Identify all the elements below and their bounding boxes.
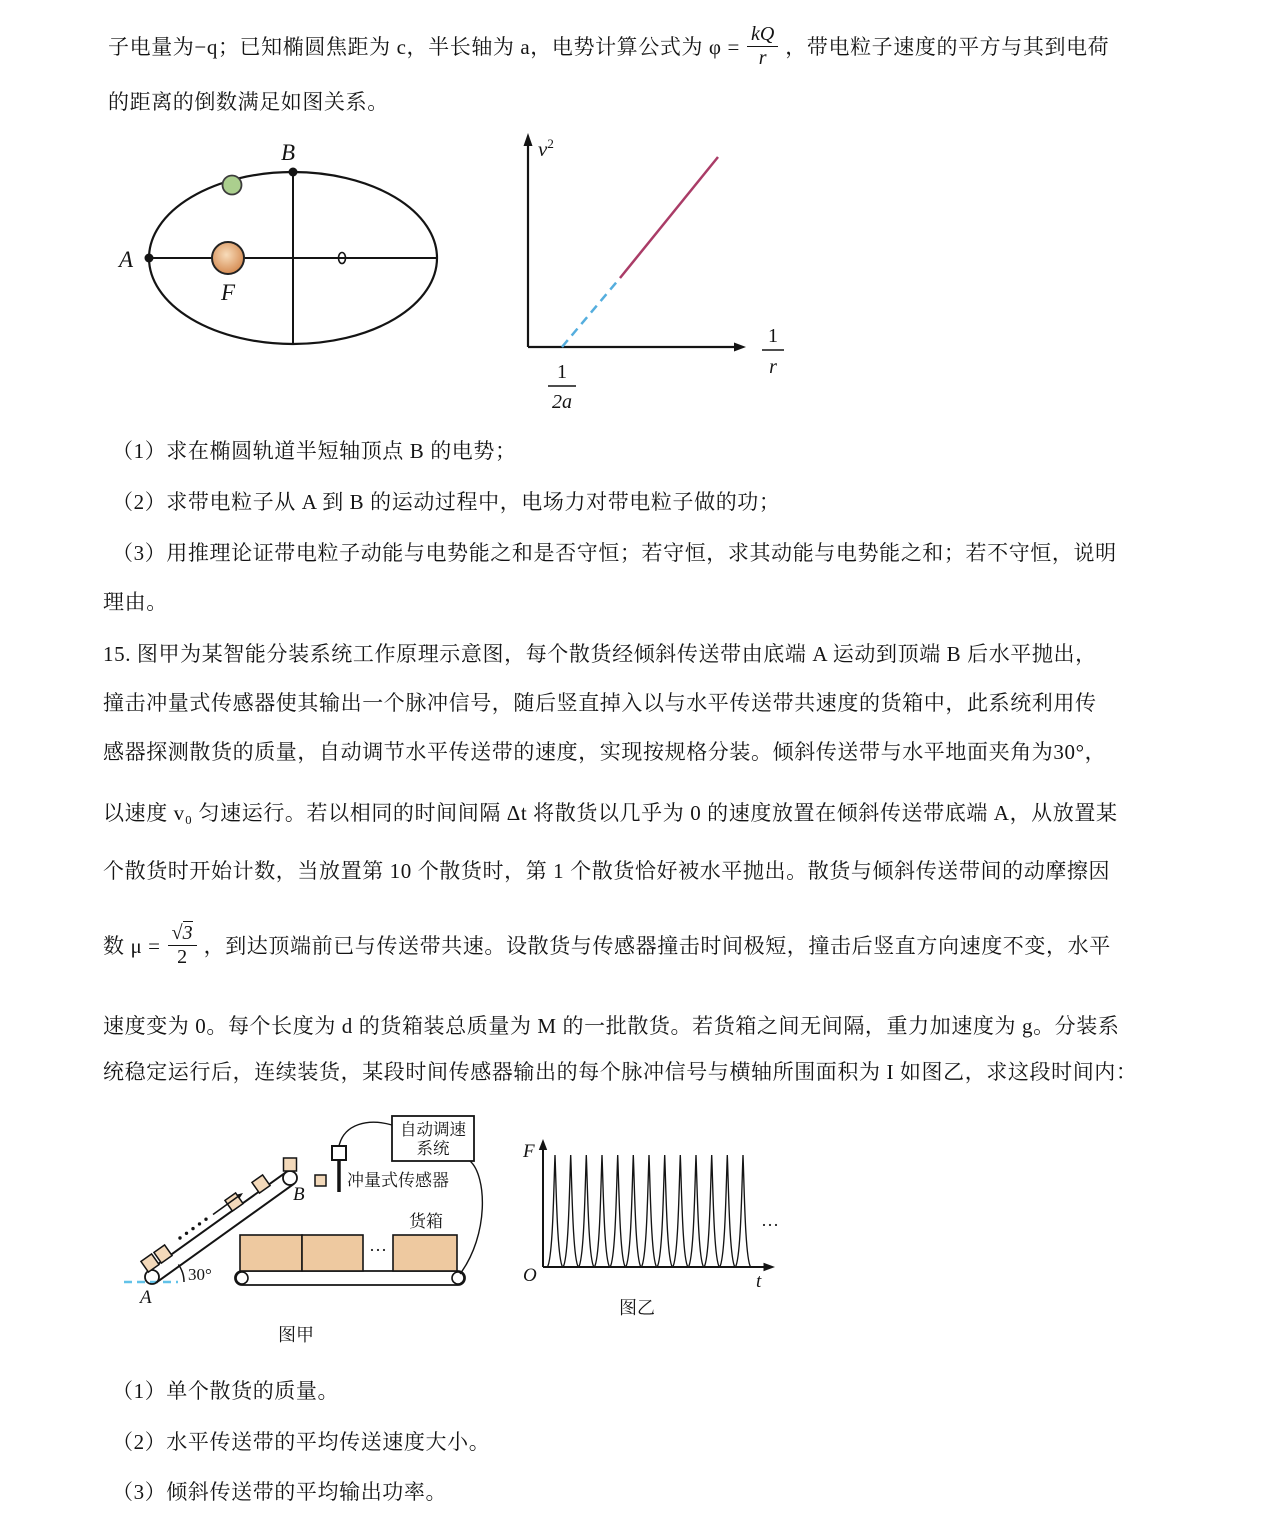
q15-line-2: 撞击冲量式传感器使其输出一个脉冲信号，随后竖直掉入以与水平传送带共速度的货箱中，此系统利用传	[103, 691, 1097, 715]
box-to-conveyor-wire	[460, 1161, 482, 1274]
q15-line-4: 以速度 v₀ 匀速运行。若以相同的时间间隔 Δt 将散货以几乎为 0 的速度放置在倾斜传送带底端 A，从放置某	[103, 801, 1118, 825]
q15-line-5: 个散货时开始计数，当放置第 10 个散货时，第 1 个散货恰好被水平抛出。散货与倾斜传送带间的动摩擦因	[103, 859, 1111, 883]
q15-line-8: 统稳定运行后，连续装货，某段时间传感器输出的每个脉冲信号与横轴所围面积为 I 如图乙，求这段时间内：	[103, 1060, 1138, 1084]
q15-line-3: 感器探测散货的质量，自动调节水平传送带的速度，实现按规格分装。倾斜传送带与水平地面夹角为30°，	[103, 740, 1107, 764]
figure-yi	[515, 1135, 785, 1320]
label-A: A	[119, 247, 134, 272]
pulse-spike	[563, 1155, 578, 1267]
phi-formula-fraction	[747, 23, 778, 69]
cargo-box	[393, 1235, 457, 1271]
pulse-spike	[626, 1155, 641, 1267]
label-A: A	[140, 1287, 152, 1308]
horizontal-conveyor-belt	[235, 1271, 465, 1285]
v2-graph	[480, 120, 815, 420]
figure-yi-caption: 图乙	[619, 1298, 655, 1318]
x-label-denominator: r	[769, 356, 777, 378]
y-axis-label: F	[523, 1141, 535, 1162]
speed-control-line-2: 系统	[416, 1139, 450, 1158]
dashed-extrapolation-segment	[562, 278, 620, 347]
point-A-dot	[145, 254, 154, 263]
figure-jia	[110, 1110, 500, 1350]
q15-line-1: 15. 图甲为某智能分装系统工作原理示意图，每个散货经倾斜传送带由底端 A 运动到顶端 B 后水平抛出，	[103, 642, 1097, 666]
label-B: B	[293, 1184, 305, 1205]
pulse-spike	[579, 1155, 594, 1267]
intercept-denominator: 2a	[552, 391, 572, 413]
fraction-numerator: √3	[168, 922, 197, 945]
conveyor-left-pulley	[236, 1272, 248, 1284]
x-axis-label: t	[756, 1271, 762, 1292]
q15-line-7: 速度变为 0。每个长度为 d 的货箱装总质量为 M 的一批散货。若货箱之间无间隔，重力加速度为 g。分装系	[103, 1014, 1120, 1038]
q15-line-6-post: ，到达顶端前已与传送带共速。设散货与传感器撞击时间极短，撞击后竖直方向速度不变，水平	[203, 934, 1111, 958]
figure-jia-caption: 图甲	[278, 1325, 314, 1345]
intro-line-1-pre: 子电量为−q；已知椭圆焦距为 c，半长轴为 a，电势计算公式为 φ =	[108, 35, 740, 59]
q15-item-2: （2）水平传送带的平均传送速度大小。	[112, 1430, 491, 1454]
solid-data-segment	[620, 157, 718, 278]
cargo-gap-dots: ···	[369, 1240, 387, 1260]
origin-label: O	[523, 1265, 537, 1286]
mu-fraction	[168, 922, 197, 968]
fraction-numerator: kQ	[747, 23, 778, 46]
x-axis-arrow	[764, 1263, 776, 1271]
q15-line-6	[103, 910, 1111, 980]
angle-arc	[178, 1265, 184, 1283]
q14-item-2: （2）求带电粒子从 A 到 B 的运动过程中，电场力对带电粒子做的功；	[112, 490, 781, 514]
ellipse-orbit-figure	[95, 130, 490, 365]
fraction-denominator: 2	[177, 945, 188, 968]
sensor-head	[332, 1146, 346, 1160]
q15-item-1: （1）单个散货的质量。	[112, 1379, 340, 1403]
package-square	[252, 1175, 270, 1193]
intro-line-1-post: ，带电粒子速度的平方与其到电荷	[785, 35, 1110, 59]
x-axis-arrow	[734, 343, 746, 352]
incline-top-pulley	[283, 1171, 297, 1185]
q14-item-3-cont: 理由。	[103, 590, 168, 614]
q15-item-3: （3）倾斜传送带的平均输出功率。	[112, 1480, 448, 1504]
q14-item-3: （3）用推理论证带电粒子动能与电势能之和是否守恒；若守恒，求其动能与电势能之和；若不守恒，说明	[112, 541, 1117, 565]
y-axis-arrow	[539, 1139, 547, 1150]
angle-label: 30°	[188, 1265, 212, 1284]
label-B: B	[281, 140, 296, 165]
package-square-at-top	[284, 1158, 297, 1171]
pulse-spike	[610, 1155, 625, 1267]
pulse-spike	[547, 1155, 562, 1267]
point-B-dot	[289, 168, 298, 177]
intercept-numerator: 1	[557, 361, 567, 383]
pulse-spike	[688, 1155, 703, 1267]
pulse-train	[547, 1155, 750, 1267]
pulse-spike	[641, 1155, 656, 1267]
pulse-spike	[720, 1155, 735, 1267]
y-axis-arrow	[524, 133, 533, 146]
intro-line-2: 的距离的倒数满足如图关系。	[108, 90, 389, 114]
y-axis-label: $v^2$	[538, 136, 554, 161]
x-label-numerator: 1	[768, 325, 778, 347]
cargo-box	[240, 1235, 302, 1271]
conveyor-right-pulley	[452, 1272, 464, 1284]
package-square-flying	[315, 1175, 326, 1186]
q14-item-1: （1）求在椭圆轨道半短轴顶点 B 的电势；	[112, 439, 517, 463]
cargo-label: 货箱	[409, 1212, 443, 1231]
intro-line-1	[108, 14, 1109, 78]
pulse-spike	[704, 1155, 719, 1267]
q15-line-6-pre: 数 μ =	[103, 934, 161, 958]
charged-particle-dot	[223, 176, 242, 195]
pulse-continuation-dots: ···	[761, 1215, 779, 1235]
central-charge-ball	[212, 242, 244, 274]
speed-control-line-1: 自动调速	[400, 1120, 466, 1139]
label-F: F	[221, 280, 236, 305]
sensor-to-box-wire	[339, 1122, 392, 1146]
sensor-label: 冲量式传感器	[347, 1171, 449, 1190]
pulse-spike	[657, 1155, 672, 1267]
pulse-spike	[594, 1155, 609, 1267]
pulse-spike	[673, 1155, 688, 1267]
incline-dots	[178, 1218, 207, 1240]
fraction-denominator: r	[758, 46, 767, 69]
pulse-spike	[735, 1155, 750, 1267]
cargo-box	[302, 1235, 363, 1271]
